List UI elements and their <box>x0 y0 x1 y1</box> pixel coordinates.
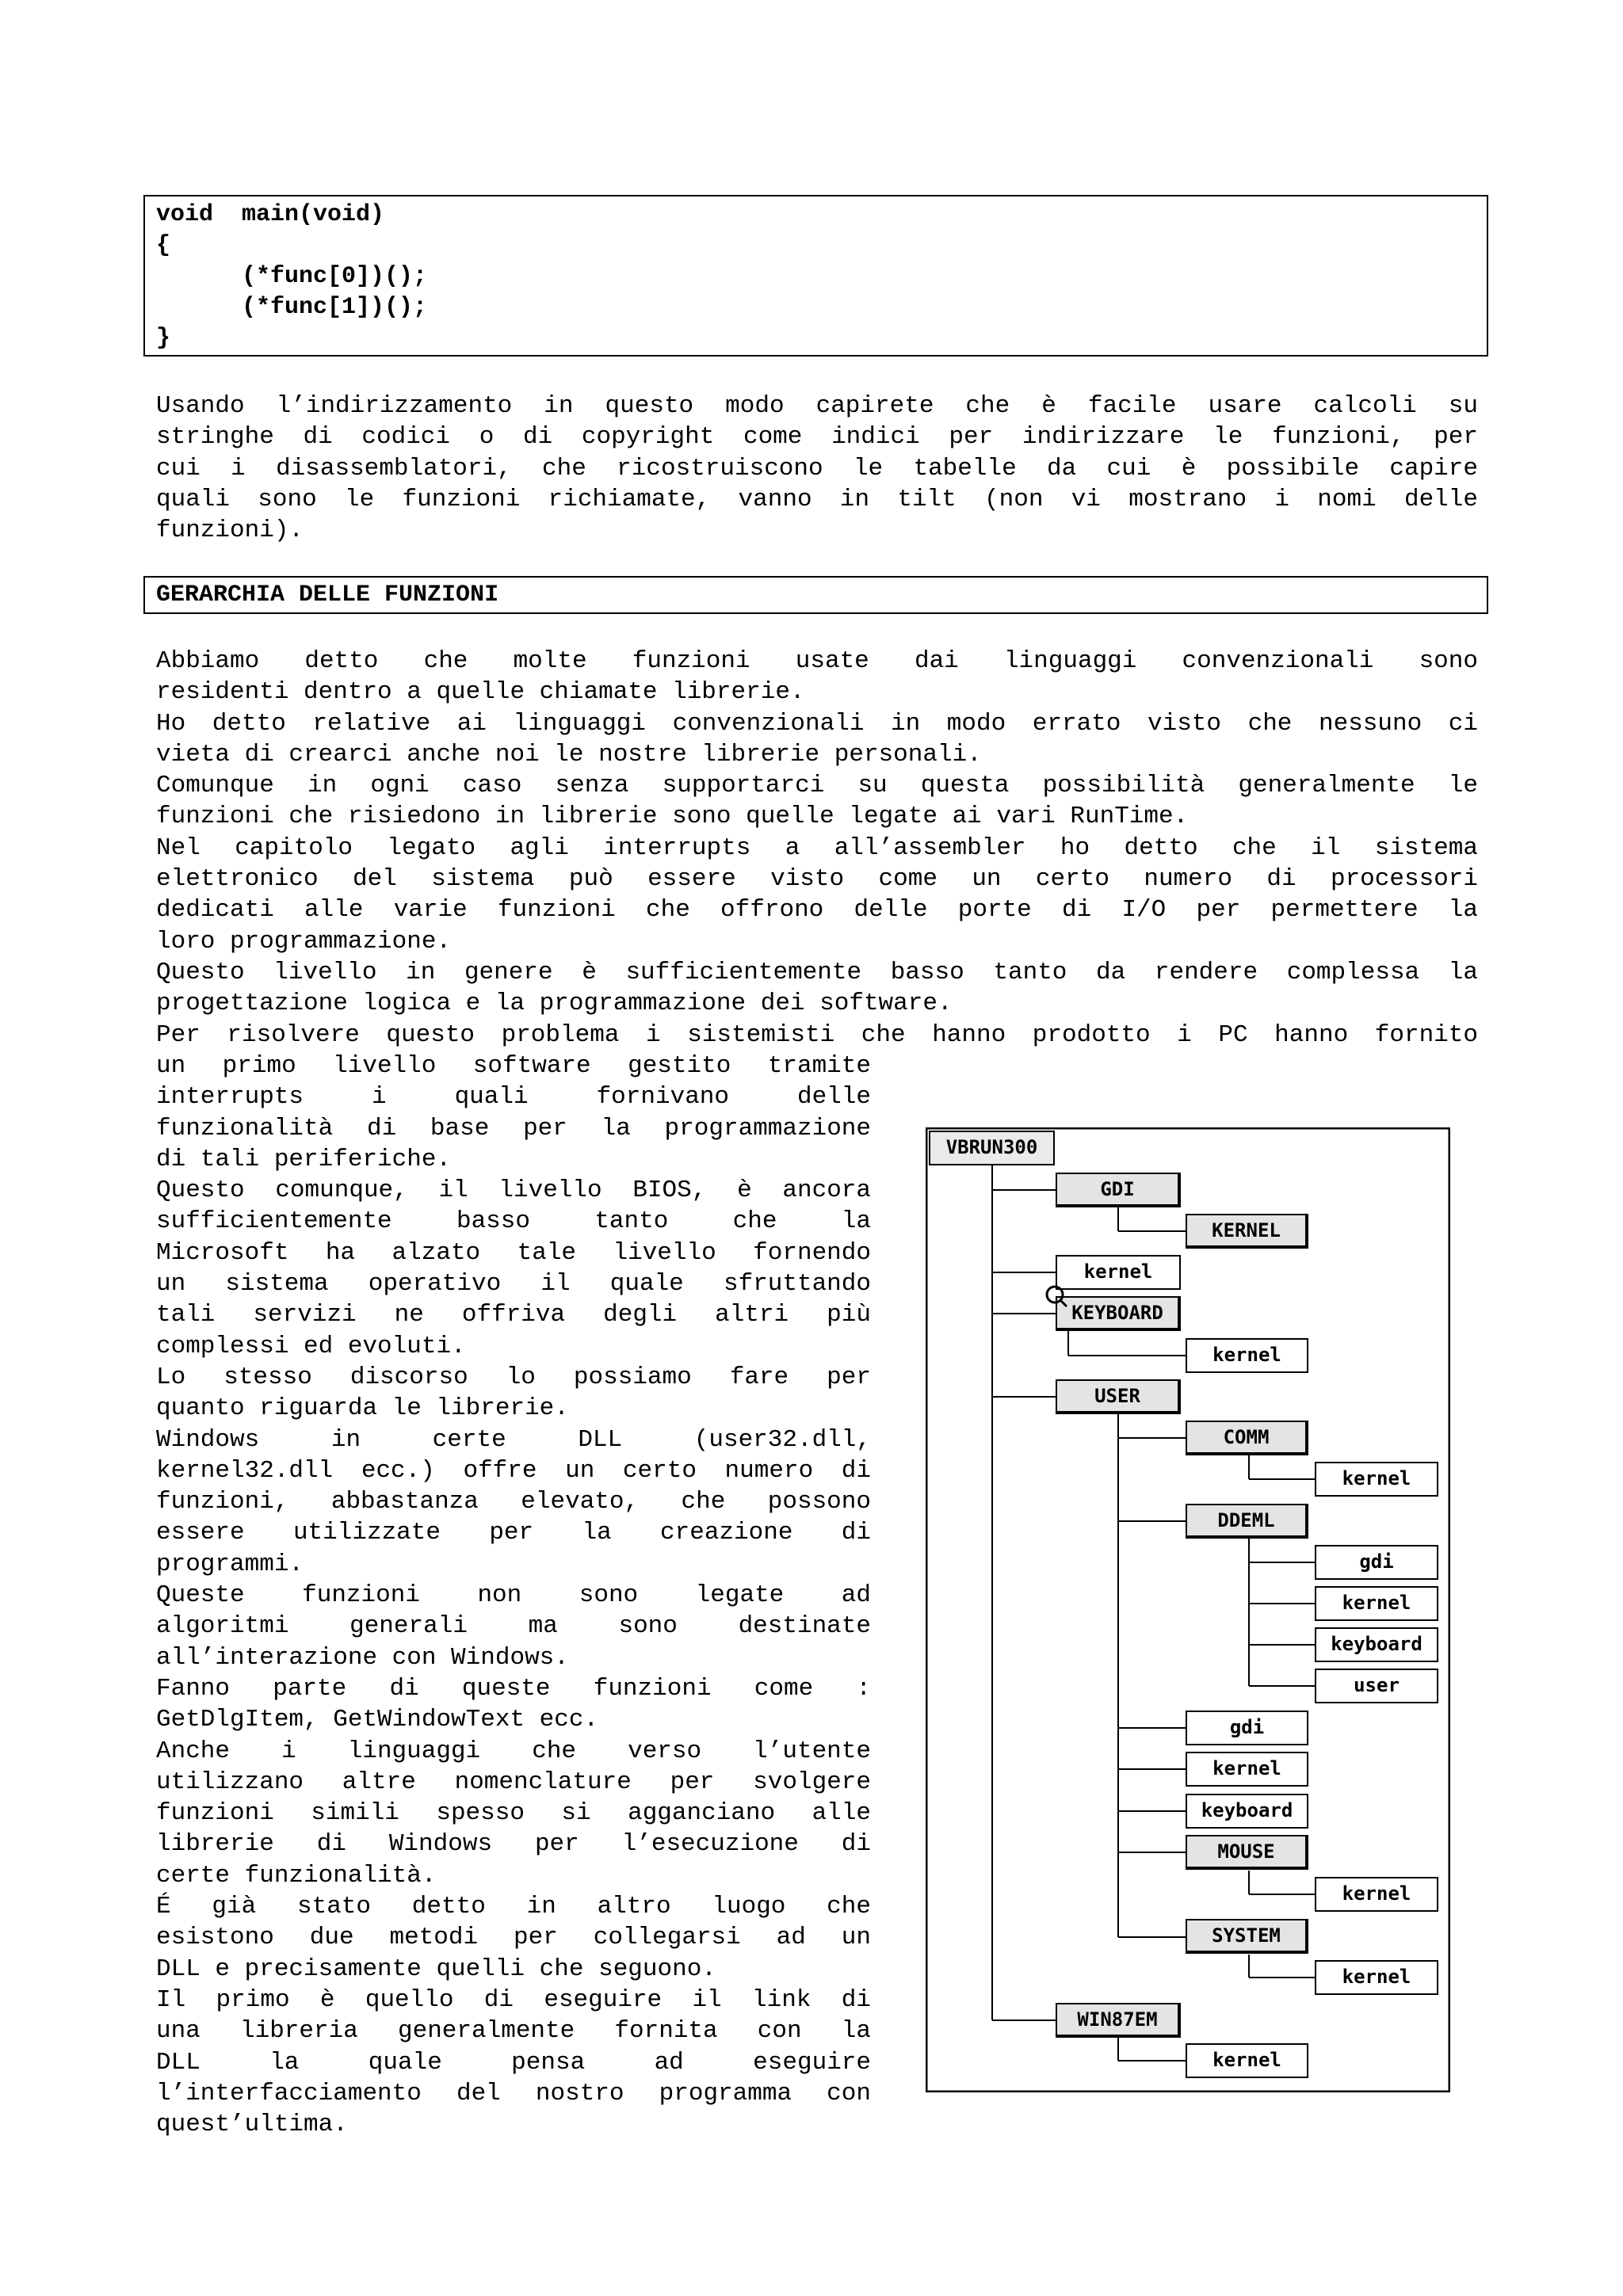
text-line: utilizzano altre nomenclature per svolgere <box>156 1768 871 1796</box>
text-line: Lo stesso discorso lo possiamo fare per <box>156 1363 871 1391</box>
text-line: di tali periferiche. <box>156 1145 452 1173</box>
text-line: Nel capitolo legato agli interrupts a all’assembler ho detto che il sistema <box>156 833 1478 862</box>
node-system: SYSTEM <box>1186 1919 1308 1954</box>
node-ddeml-kernel: kernel <box>1315 1586 1438 1621</box>
node-comm: COMM <box>1186 1421 1308 1455</box>
text-line: dedicati alle varie funzioni che offrono delle porte di I/O per permettere la <box>156 896 1478 925</box>
dependency-tree-diagram <box>926 1127 1450 2092</box>
narrow-text <box>156 1051 871 2140</box>
node-keyboard-kernel: kernel <box>1186 1338 1308 1373</box>
text-line: programmi. <box>156 1550 304 1578</box>
text-line: vieta di crearci anche noi le nostre librerie personali. <box>156 740 982 769</box>
code-line: (*func[0])(); <box>156 263 428 290</box>
text-line: Abbiamo detto che molte funzioni usate dai linguaggi convenzionali sono <box>156 647 1478 675</box>
node-mouse: MOUSE <box>1186 1835 1308 1870</box>
full-width-text <box>156 646 1478 1051</box>
code-line: { <box>156 232 171 259</box>
text-line: Questo comunque, il livello BIOS, è ancora <box>156 1177 871 1205</box>
text-line: residenti dentro a quelle chiamate librerie. <box>156 678 805 707</box>
text-line: DLL e precisamente quelli che seguono. <box>156 1955 716 1983</box>
text-line: complessi ed evoluti. <box>156 1332 466 1360</box>
text-line: Queste funzioni non sono legate ad <box>156 1581 871 1610</box>
text-line: GetDlgItem, GetWindowText ecc. <box>156 1706 599 1734</box>
text-line: quali sono le funzioni richiamate, vanno in tilt (non vi mostrano i nomi delle <box>156 485 1478 513</box>
node-vbrun300: VBRUN300 <box>929 1131 1055 1165</box>
node-comm-kernel: kernel <box>1315 1462 1438 1497</box>
code-line: (*func[1])(); <box>156 294 428 321</box>
node-win87em-kernel: kernel <box>1186 2043 1308 2078</box>
node-ddeml: DDEML <box>1186 1504 1308 1539</box>
code-block <box>143 195 1488 357</box>
text-line: Per risolvere questo problema i sistemisti che hanno prodotto i PC hanno fornito <box>156 1020 1478 1049</box>
text-line: una libreria generalmente fornita con la <box>156 2017 871 2046</box>
code-line: } <box>156 325 171 352</box>
text-line: loro programmazione. <box>156 927 452 955</box>
text-line: funzionalità di base per la programmazione <box>156 1114 871 1142</box>
node-keyboard: KEYBOARD <box>1056 1296 1181 1331</box>
text-line: kernel32.dll ecc.) offre un certo numero di <box>156 1456 871 1485</box>
text-line: funzioni simili spesso si agganciano alle <box>156 1799 871 1828</box>
text-line: un primo livello software gestito tramite <box>156 1052 871 1080</box>
text-line: l’interfacciamento del nostro programma con <box>156 2079 871 2107</box>
text-line: progettazione logica e la programmazione dei software. <box>156 990 953 1018</box>
text-line: algoritmi generali ma sono destinate <box>156 1612 871 1641</box>
text-line: quanto riguarda le librerie. <box>156 1394 569 1423</box>
text-line: elettronico del sistema può essere visto come un certo numero di processori <box>156 865 1478 894</box>
magnifier-cursor-icon <box>1044 1284 1068 1308</box>
text-line: funzioni che risiedono in librerie sono quelle legate ai vari RunTime. <box>156 803 1189 831</box>
text-line: all’interazione con Windows. <box>156 1643 569 1672</box>
section-heading-box <box>143 576 1488 614</box>
text-line: Windows in certe DLL (user32.dll, <box>156 1425 871 1454</box>
text-line: Ho detto relative ai linguaggi convenzionali in modo errato visto che nessuno ci <box>156 709 1478 738</box>
text-line: cui i disassemblatori, che ricostruiscono le tabelle da cui è possibile capire <box>156 454 1478 482</box>
node-mouse-kernel: kernel <box>1315 1877 1438 1912</box>
node-system-kernel: kernel <box>1315 1960 1438 1995</box>
text-line: esistono due metodi per collegarsi ad un <box>156 1924 871 1952</box>
node-ddeml-keyboard: keyboard <box>1315 1627 1438 1662</box>
text-line: un sistema operativo il quale sfruttando <box>156 1270 871 1299</box>
text-line: funzioni). <box>156 517 304 545</box>
node-ddeml-user: user <box>1315 1669 1438 1703</box>
node-win87em: WIN87EM <box>1056 2003 1181 2038</box>
text-line: É già stato detto in altro luogo che <box>156 1893 871 1921</box>
code-line: void main(void) <box>156 201 385 228</box>
text-line: essere utilizzate per la creazione di <box>156 1519 871 1547</box>
text-line: tali servizi ne offriva degli altri più <box>156 1301 871 1329</box>
node-user-gdi: gdi <box>1186 1711 1308 1745</box>
text-line: sufficientemente basso tanto che la <box>156 1207 871 1236</box>
text-line: Comunque in ogni caso senza supportarci su questa possibilità generalmente le <box>156 772 1478 800</box>
text-line: Usando l’indirizzamento in questo modo capirete che è facile usare calcoli su <box>156 392 1478 420</box>
text-line: Questo livello in genere è sufficientemente basso tanto da rendere complessa la <box>156 958 1478 986</box>
text-line: Microsoft ha alzato tale livello fornendo <box>156 1238 871 1267</box>
node-kernel-upper: KERNEL <box>1186 1214 1308 1249</box>
text-line: Il primo è quello di eseguire il link di <box>156 1985 871 2014</box>
text-line: DLL la quale pensa ad eseguire <box>156 2048 871 2077</box>
section-heading: GERARCHIA DELLE FUNZIONI <box>156 582 499 608</box>
node-user: USER <box>1056 1379 1181 1414</box>
text-line: librerie di Windows per l’esecuzione di <box>156 1830 871 1859</box>
text-line: stringhe di codici o di copyright come indici per indirizzare le funzioni, per <box>156 423 1478 452</box>
node-kernel: kernel <box>1056 1255 1181 1290</box>
node-ddeml-gdi: gdi <box>1315 1545 1438 1580</box>
node-user-keyboard: keyboard <box>1186 1794 1308 1829</box>
text-line: interrupts i quali fornivano delle <box>156 1083 871 1112</box>
text-line: funzioni, abbastanza elevato, che possono <box>156 1488 871 1516</box>
text-line: Fanno parte di queste funzioni come : <box>156 1674 871 1703</box>
text-line: certe funzionalità. <box>156 1861 437 1890</box>
intro-paragraph <box>156 391 1478 546</box>
text-line: quest’ultima. <box>156 2111 348 2139</box>
node-gdi: GDI <box>1056 1173 1181 1207</box>
text-line: Anche i linguaggi che verso l’utente <box>156 1737 871 1765</box>
node-user-kernel: kernel <box>1186 1752 1308 1787</box>
